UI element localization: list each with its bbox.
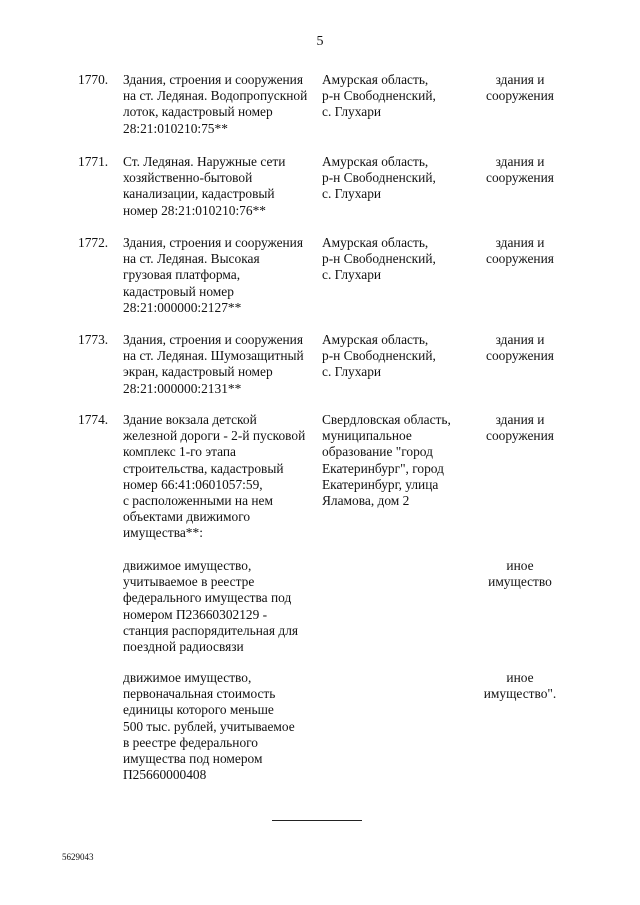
entry-type: здания и сооружения (486, 72, 554, 104)
entry-type: здания и сооружения (486, 332, 554, 364)
entry-description: Здания, строения и сооружения на ст. Ледяная. Высокая грузовая платформа, кадастровый номер 28:21:000000:2127** (123, 235, 304, 315)
entry-address: Амурская область, р-н Свободненский, с. Глухари (322, 154, 436, 202)
entry-description: Здания, строения и сооружения на ст. Ледяная. Водопропускной лоток, кадастровый номер 28:21:010210:75** (123, 72, 308, 136)
entry-description: Здания, строения и сооружения на ст. Ледяная. Шумозащитный экран, кадастровый номер 28:21:000000:2131** (123, 332, 304, 396)
entry-address: Свердловская область, муниципальное образование "город Екатеринбург", город Екатеринбург, улица Яламова, дом 2 (322, 412, 451, 509)
entry-type: здания и сооружения (486, 154, 554, 186)
subentry-description: движимое имущество, учитываемое в реестре федерального имущества под номером П23660302129 - станция распорядительная для поездной радиосвязи (123, 558, 299, 655)
entry-number: 1772. (78, 235, 109, 250)
entry-description: Ст. Ледяная. Наружные сети хозяйственно-бытовой канализации, кадастровый номер 28:21:010210:76** (123, 154, 286, 218)
end-separator-line (272, 820, 362, 821)
entry-number: 1770. (78, 72, 109, 87)
entry-address: Амурская область, р-н Свободненский, с. Глухари (322, 72, 436, 120)
entry-description: Здание вокзала детской железной дороги - 2-й пусковой комплекс 1-го этапа строительства, кадастровый номер 66:41:0601057:59, с расположенными на нем объектами движимого имущества**: (123, 412, 306, 541)
entry-address: Амурская область, р-н Свободненский, с. Глухари (322, 332, 436, 380)
entry-number: 1774. (78, 412, 109, 427)
entry-type: здания и сооружения (486, 412, 554, 444)
entry-address: Амурская область, р-н Свободненский, с. Глухари (322, 235, 436, 283)
entry-number: 1773. (78, 332, 109, 347)
document-code: 5629043 (62, 852, 94, 862)
page-number: 5 (316, 34, 324, 49)
entry-type: здания и сооружения (486, 235, 554, 267)
subentry-description: движимое имущество, первоначальная стоимость единицы которого меньше 500 тыс. рублей, учитываемое в реестре федерального имущества под номером П25660000408 (123, 670, 295, 783)
entry-number: 1771. (78, 154, 109, 169)
subentry-type: иное имущество". (483, 670, 557, 702)
subentry-type: иное имущество (488, 558, 552, 590)
